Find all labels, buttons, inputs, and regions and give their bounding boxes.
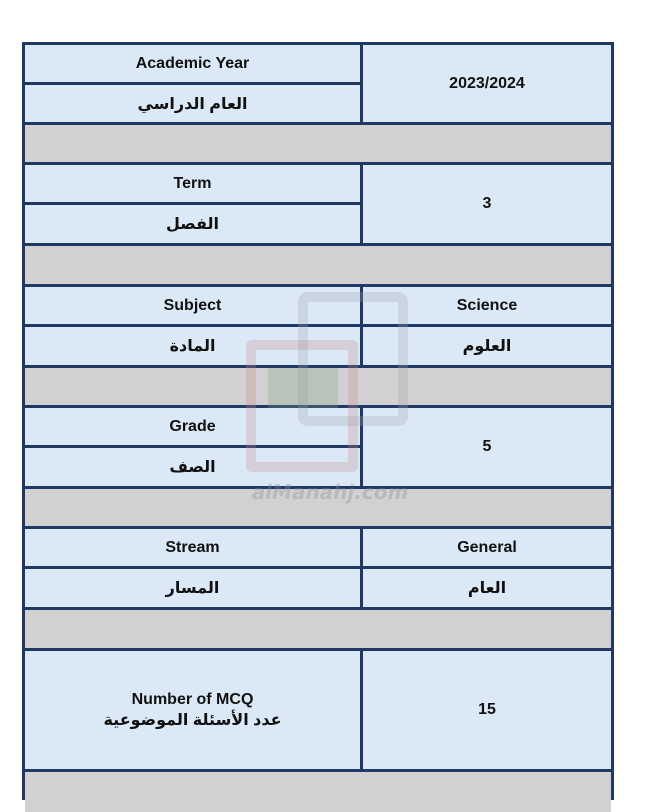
stream-label-en: Stream <box>25 529 360 566</box>
separator <box>25 246 611 284</box>
subject-label-ar: المادة <box>25 327 360 365</box>
info-table <box>22 42 614 800</box>
stream-value-en: General <box>363 529 611 566</box>
grade-label-en: Grade <box>25 408 360 445</box>
subject-value-ar: العلوم <box>363 327 611 365</box>
term-label-en: Term <box>25 165 360 202</box>
watermark-text: alManahj.com <box>251 480 409 504</box>
grade-label-ar: الصف <box>25 448 360 486</box>
stream-label-ar: المسار <box>25 569 360 607</box>
term-value: 3 <box>363 165 611 243</box>
academic-year-value: 2023/2024 <box>363 45 611 122</box>
subject-label-en: Subject <box>25 287 360 324</box>
separator <box>25 368 611 405</box>
term-label-ar: الفصل <box>25 205 360 243</box>
mcq-value: 15 <box>363 651 611 769</box>
separator <box>25 610 611 648</box>
separator <box>25 125 611 162</box>
subject-value-en: Science <box>363 287 611 324</box>
stream-value-ar: العام <box>363 569 611 607</box>
mcq-label <box>25 651 360 769</box>
academic-year-label-ar: العام الدراسي <box>25 85 360 122</box>
mcq-label-ar: عدد الأسئلة الموضوعية <box>103 712 282 729</box>
separator <box>25 489 611 526</box>
grade-value: 5 <box>363 408 611 486</box>
mcq-label-en: Number of MCQ <box>131 691 254 708</box>
academic-year-label-en: Academic Year <box>25 45 360 82</box>
separator <box>25 772 611 812</box>
